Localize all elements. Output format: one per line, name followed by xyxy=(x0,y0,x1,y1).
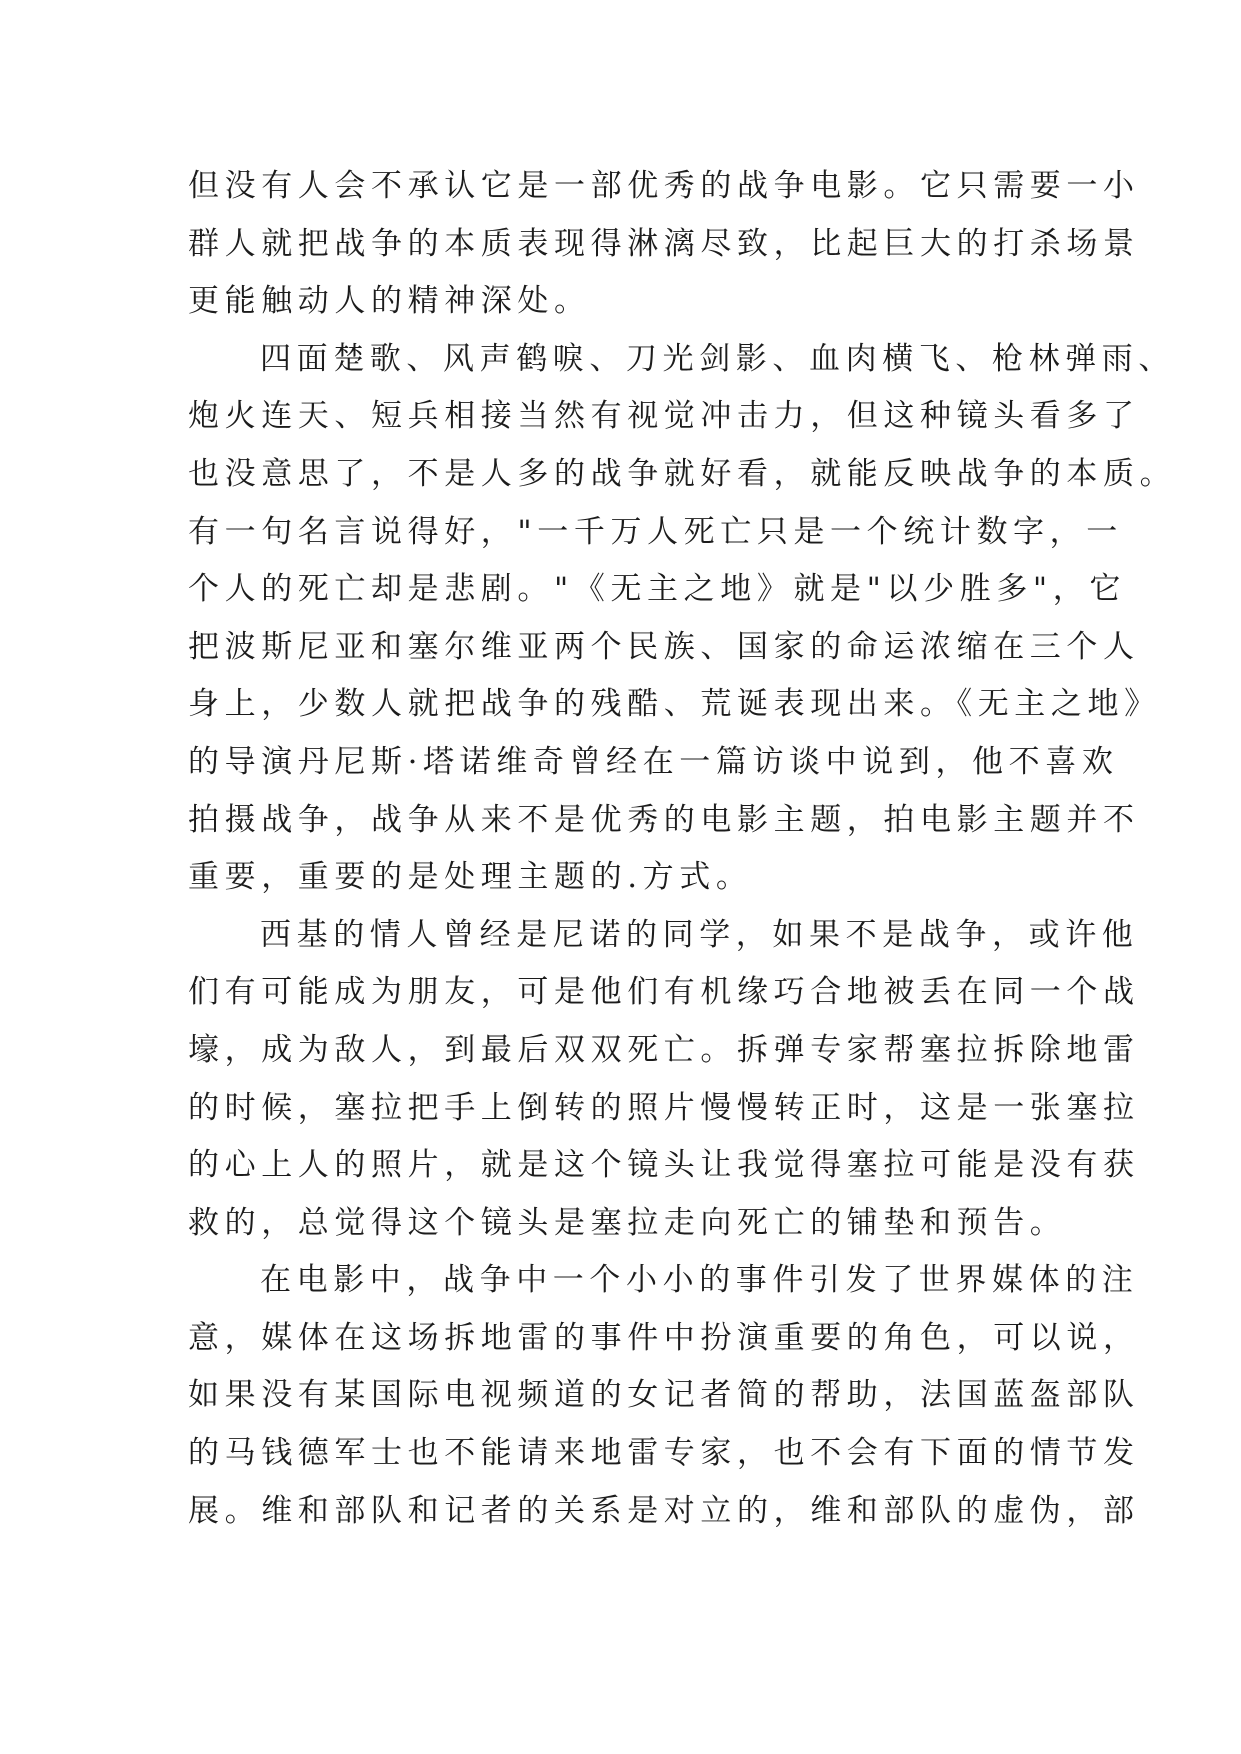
text-line: 炮火连天、短兵相接当然有视觉冲击力，但这种镜头看多了 xyxy=(188,398,1140,435)
text-line: 在电影中，战争中一个小小的事件引发了世界媒体的注 xyxy=(260,1262,1139,1299)
text-line: 有一句名言说得好，"一千万人死亡只是一个统计数字，一 xyxy=(188,513,1123,550)
text-line: 救的，总觉得这个镜头是塞拉走向死亡的铺垫和预告。 xyxy=(188,1204,1067,1241)
text-line: 个人的死亡却是悲剧。"《无主之地》就是"以少胜多"，它 xyxy=(188,571,1126,608)
text-line: 的心上人的照片，就是这个镜头让我觉得塞拉可能是没有获 xyxy=(188,1147,1140,1184)
paragraph xyxy=(188,331,1177,907)
text-line: 身上，少数人就把战争的残酷、荒诞表现出来。《无主之地》 xyxy=(188,686,1161,723)
text-line: 西基的情人曾经是尼诺的同学，如果不是战争，或许他 xyxy=(260,916,1139,953)
text-line: 们有可能成为朋友，可是他们有机缘巧合地被丢在同一个战 xyxy=(188,974,1140,1011)
document-body xyxy=(188,158,1177,1540)
text-line: 把波斯尼亚和塞尔维亚两个民族、国家的命运浓缩在三个人 xyxy=(188,628,1140,665)
text-line: 的时候，塞拉把手上倒转的照片慢慢转正时，这是一张塞拉 xyxy=(188,1089,1140,1126)
text-line: 壕，成为敌人，到最后双双死亡。拆弹专家帮塞拉拆除地雷 xyxy=(188,1031,1140,1068)
paragraph xyxy=(188,158,1140,331)
text-line: 但没有人会不承认它是一部优秀的战争电影。它只需要一小 xyxy=(188,168,1140,204)
paragraph xyxy=(188,907,1140,1253)
text-line: 如果没有某国际电视频道的女记者简的帮助，法国蓝盔部队 xyxy=(188,1377,1140,1414)
text-line: 的马钱德军士也不能请来地雷专家，也不会有下面的情节发 xyxy=(188,1435,1140,1472)
text-line: 的导演丹尼斯·塔诺维奇曾经在一篇访谈中说到，他不喜欢 xyxy=(188,743,1119,780)
text-line: 也没意思了，不是人多的战争就好看，就能反映战争的本质。 xyxy=(188,455,1177,492)
text-line: 更能触动人的精神深处。 xyxy=(188,283,591,320)
paragraph xyxy=(188,1252,1140,1540)
text-line: 重要，重要的是处理主题的.方式。 xyxy=(188,859,753,896)
text-line: 拍摄战争，战争从来不是优秀的电影主题，拍电影主题并不 xyxy=(188,801,1140,838)
text-line: 展。维和部队和记者的关系是对立的，维和部队的虚伪，部 xyxy=(188,1492,1140,1529)
text-line: 意，媒体在这场拆地雷的事件中扮演重要的角色，可以说， xyxy=(188,1319,1140,1356)
text-line: 群人就把战争的本质表现得淋漓尽致，比起巨大的打杀场景 xyxy=(188,225,1140,262)
text-line: 四面楚歌、风声鹤唳、刀光剑影、血肉横飞、枪林弹雨、 xyxy=(260,340,1175,377)
